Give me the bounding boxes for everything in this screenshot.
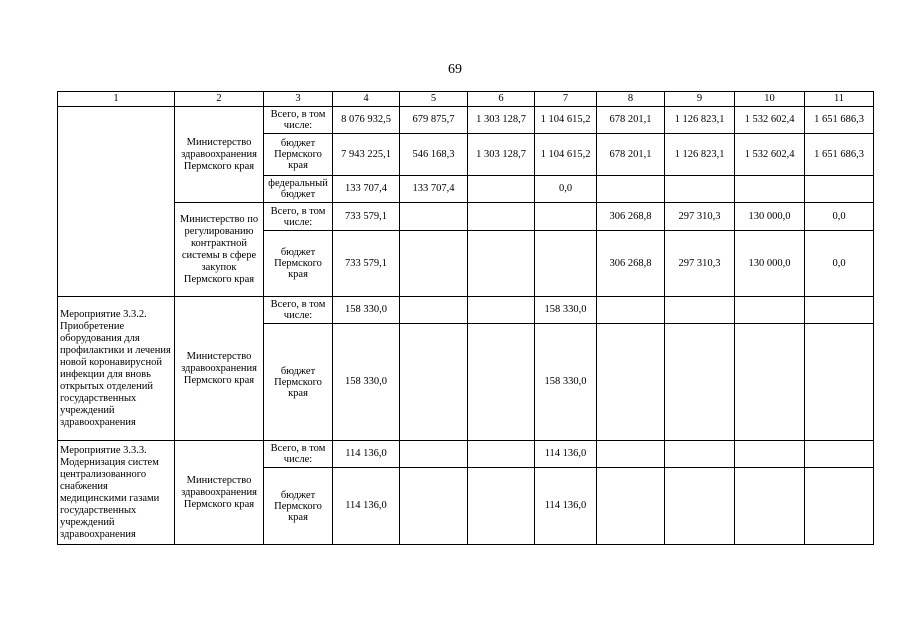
col-header-3: 3 bbox=[264, 92, 333, 107]
col-header-10: 10 bbox=[735, 92, 805, 107]
value-cell bbox=[665, 297, 735, 324]
org-cell: Министерство по регулированию контрактной системы в сфере закупок Пермского края bbox=[175, 203, 264, 297]
source-cell: Всего, в том числе: bbox=[264, 107, 333, 134]
value-cell bbox=[468, 468, 535, 545]
col-header-11: 11 bbox=[805, 92, 874, 107]
value-cell: 7 943 225,1 bbox=[333, 134, 400, 176]
event-cell: Мероприятие 3.3.3. Модернизация систем централизованного снабжения медицинскими газами государственных учреждений здравоохранения bbox=[58, 441, 175, 545]
col-header-5: 5 bbox=[400, 92, 468, 107]
col-header-8: 8 bbox=[597, 92, 665, 107]
col-header-1: 1 bbox=[58, 92, 175, 107]
value-cell bbox=[535, 203, 597, 231]
value-cell: 306 268,8 bbox=[597, 203, 665, 231]
value-cell: 0,0 bbox=[805, 231, 874, 297]
col-header-7: 7 bbox=[535, 92, 597, 107]
value-cell: 114 136,0 bbox=[535, 441, 597, 468]
header-row bbox=[58, 92, 874, 107]
value-cell: 1 303 128,7 bbox=[468, 107, 535, 134]
value-cell: 546 168,3 bbox=[400, 134, 468, 176]
org-cell: Министерство здравоохранения Пермского края bbox=[175, 107, 264, 203]
page-number: 69 bbox=[448, 62, 462, 77]
col-header-2: 2 bbox=[175, 92, 264, 107]
source-cell: бюджет Пермского края bbox=[264, 324, 333, 441]
value-cell bbox=[735, 176, 805, 203]
value-cell bbox=[735, 441, 805, 468]
value-cell bbox=[468, 324, 535, 441]
value-cell: 1 126 823,1 bbox=[665, 107, 735, 134]
value-cell: 0,0 bbox=[535, 176, 597, 203]
table-row bbox=[58, 297, 874, 324]
value-cell: 114 136,0 bbox=[333, 468, 400, 545]
value-cell: 114 136,0 bbox=[535, 468, 597, 545]
value-cell bbox=[400, 297, 468, 324]
value-cell: 1 532 602,4 bbox=[735, 107, 805, 134]
budget-table bbox=[57, 91, 874, 545]
value-cell bbox=[400, 441, 468, 468]
value-cell bbox=[400, 231, 468, 297]
event-cell-empty bbox=[58, 107, 175, 297]
value-cell bbox=[535, 231, 597, 297]
value-cell bbox=[468, 231, 535, 297]
value-cell: 158 330,0 bbox=[333, 324, 400, 441]
value-cell bbox=[597, 324, 665, 441]
value-cell bbox=[468, 176, 535, 203]
value-cell bbox=[735, 297, 805, 324]
value-cell bbox=[805, 468, 874, 545]
value-cell bbox=[735, 468, 805, 545]
value-cell: 297 310,3 bbox=[665, 203, 735, 231]
value-cell bbox=[805, 441, 874, 468]
value-cell: 733 579,1 bbox=[333, 231, 400, 297]
value-cell bbox=[597, 176, 665, 203]
value-cell bbox=[400, 203, 468, 231]
table-row bbox=[58, 107, 874, 134]
value-cell bbox=[468, 297, 535, 324]
table-row bbox=[58, 441, 874, 468]
value-cell: 8 076 932,5 bbox=[333, 107, 400, 134]
value-cell bbox=[597, 468, 665, 545]
value-cell bbox=[735, 324, 805, 441]
value-cell: 678 201,1 bbox=[597, 107, 665, 134]
value-cell: 297 310,3 bbox=[665, 231, 735, 297]
col-header-9: 9 bbox=[665, 92, 735, 107]
value-cell bbox=[805, 297, 874, 324]
value-cell: 158 330,0 bbox=[535, 297, 597, 324]
value-cell bbox=[665, 176, 735, 203]
value-cell: 733 579,1 bbox=[333, 203, 400, 231]
source-cell: Всего, в том числе: bbox=[264, 297, 333, 324]
value-cell: 0,0 bbox=[805, 203, 874, 231]
source-cell: федеральный бюджет bbox=[264, 176, 333, 203]
value-cell bbox=[400, 468, 468, 545]
value-cell: 1 532 602,4 bbox=[735, 134, 805, 176]
table-row bbox=[58, 203, 874, 231]
value-cell: 1 651 686,3 bbox=[805, 134, 874, 176]
value-cell: 1 651 686,3 bbox=[805, 107, 874, 134]
value-cell: 130 000,0 bbox=[735, 203, 805, 231]
value-cell: 306 268,8 bbox=[597, 231, 665, 297]
value-cell: 1 303 128,7 bbox=[468, 134, 535, 176]
value-cell: 678 201,1 bbox=[597, 134, 665, 176]
org-cell: Министерство здравоохранения Пермского края bbox=[175, 297, 264, 441]
value-cell bbox=[468, 441, 535, 468]
value-cell: 158 330,0 bbox=[333, 297, 400, 324]
value-cell bbox=[805, 324, 874, 441]
value-cell bbox=[597, 441, 665, 468]
col-header-4: 4 bbox=[333, 92, 400, 107]
col-header-6: 6 bbox=[468, 92, 535, 107]
value-cell: 679 875,7 bbox=[400, 107, 468, 134]
value-cell: 114 136,0 bbox=[333, 441, 400, 468]
value-cell bbox=[665, 441, 735, 468]
value-cell bbox=[468, 203, 535, 231]
value-cell: 1 104 615,2 bbox=[535, 107, 597, 134]
source-cell: Всего, в том числе: bbox=[264, 441, 333, 468]
source-cell: бюджет Пермского края bbox=[264, 134, 333, 176]
value-cell bbox=[805, 176, 874, 203]
value-cell: 133 707,4 bbox=[400, 176, 468, 203]
value-cell bbox=[597, 297, 665, 324]
value-cell: 1 104 615,2 bbox=[535, 134, 597, 176]
org-cell: Министерство здравоохранения Пермского края bbox=[175, 441, 264, 545]
value-cell: 158 330,0 bbox=[535, 324, 597, 441]
source-cell: бюджет Пермского края bbox=[264, 231, 333, 297]
source-cell: бюджет Пермского края bbox=[264, 468, 333, 545]
value-cell bbox=[665, 324, 735, 441]
value-cell: 133 707,4 bbox=[333, 176, 400, 203]
event-cell: Мероприятие 3.3.2. Приобретение оборудования для профилактики и лечения новой коронавирусной инфекции для вновь открытых отделений государственных учреждений здравоохранения bbox=[58, 297, 175, 441]
value-cell bbox=[400, 324, 468, 441]
value-cell: 1 126 823,1 bbox=[665, 134, 735, 176]
source-cell: Всего, в том числе: bbox=[264, 203, 333, 231]
value-cell bbox=[665, 468, 735, 545]
value-cell: 130 000,0 bbox=[735, 231, 805, 297]
